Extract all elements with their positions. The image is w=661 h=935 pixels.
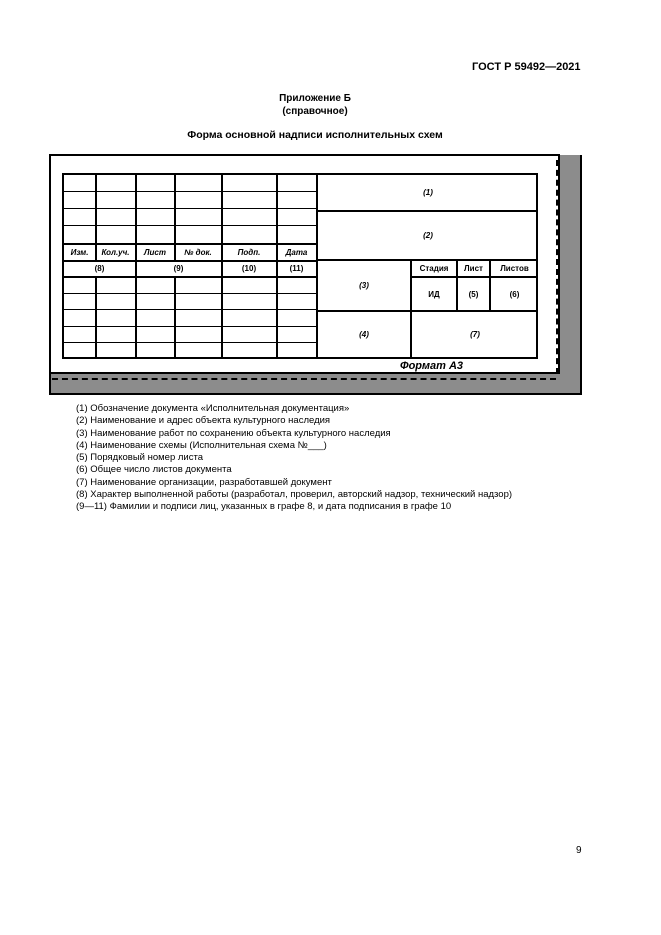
row-line (64, 225, 316, 226)
row-line (64, 326, 316, 327)
sheets-label: Листов (500, 264, 529, 273)
row-line (64, 342, 316, 343)
note-item: (7) Наименование организации, разработавшей документ (76, 476, 332, 488)
ref-10: (10) (241, 264, 257, 273)
field-4: (4) (359, 330, 369, 339)
row-line (64, 309, 316, 310)
sheet-label: Лист (464, 264, 483, 273)
row-line (64, 293, 316, 294)
header-list: Лист (144, 247, 166, 257)
header-doc-no: № док. (184, 247, 212, 257)
note-item: (6) Общее число листов документа (76, 464, 232, 476)
form-title: Форма основной надписи исполнительных схем (187, 129, 443, 141)
annex-subtitle: (справочное) (282, 106, 348, 117)
annex-heading (0, 92, 630, 118)
note-item: (1) Обозначение документа «Исполнительная документация» (76, 403, 350, 414)
note-item: (4) Наименование схемы (Исполнительная схема №___) (76, 439, 327, 451)
sheet-fold-line-horizontal (52, 378, 556, 380)
format-label: Формат А3 (400, 360, 464, 372)
field-3: (3) (359, 281, 369, 290)
ref-8: (8) (94, 264, 105, 273)
row-line (64, 276, 316, 278)
title-block (62, 173, 538, 359)
stage-value: ИД (428, 289, 440, 299)
sheet-fold-line-vertical (556, 160, 558, 374)
notes-list (76, 403, 512, 514)
row-line (64, 208, 316, 209)
note-item: (8) Характер выполненной работы (разработал, проверил, авторский надзор, технический надзор) (76, 489, 513, 501)
row-line (64, 191, 316, 192)
note-item: (3) Наименование работ по сохранению объекта культурного наследия (76, 427, 391, 439)
field-7: (7) (470, 330, 480, 339)
ref-11: (11) (289, 264, 304, 273)
header-izm: Изм. (70, 247, 89, 257)
header-kol-uch: Кол.уч. (101, 247, 130, 257)
field-1: (1) (423, 188, 433, 197)
header-data: Дата (285, 247, 308, 257)
ref-9: (9) (173, 264, 184, 273)
page-number: 9 (576, 845, 582, 856)
col-line (174, 276, 176, 357)
field-2: (2) (423, 231, 433, 240)
annex-title: Приложение Б (279, 93, 351, 104)
note-item: (2) Наименование и адрес объекта культурного наследия (76, 415, 331, 427)
note-item: (5) Порядковый номер листа (76, 452, 203, 464)
standard-number: ГОСТ Р 59492—2021 (472, 61, 581, 73)
col-line (95, 276, 97, 357)
field-6: (6) (509, 289, 520, 299)
stage-label: Стадия (419, 264, 449, 273)
field-5: (5) (468, 289, 479, 299)
note-item: (9—11) Фамилии и подписи лиц, указанных в графе 8, и дата подписания в графе 10 (76, 501, 452, 513)
header-podp: Подп. (237, 247, 261, 257)
